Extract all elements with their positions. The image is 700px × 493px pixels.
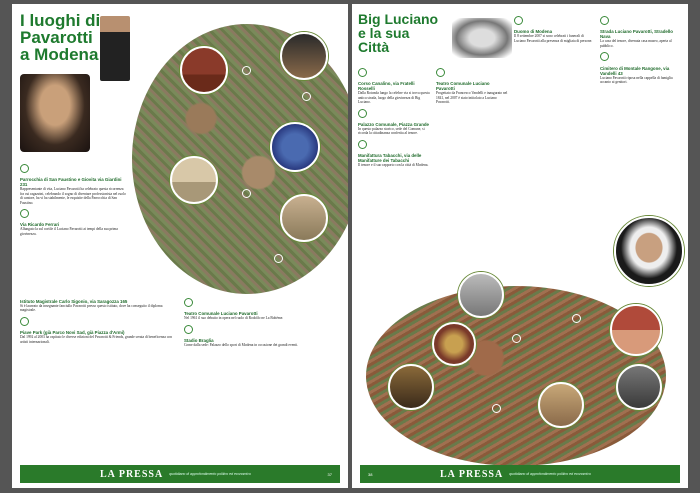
caption-body: Dal 1992 al 2003 ha ospitato le diverse edizioni del Pavarotti & Friends, grande serata di beneficenza con artisti internazionali. bbox=[20, 335, 172, 344]
right-caption-column-2 bbox=[436, 66, 508, 296]
map-marker-icon bbox=[512, 334, 521, 343]
map-marker-icon bbox=[242, 189, 251, 198]
right-footer-bar bbox=[360, 465, 680, 483]
caption-number-icon bbox=[20, 164, 29, 173]
caption-heading: Via Ricardo Ferrari bbox=[20, 222, 60, 228]
pavarotti-portrait-photo bbox=[20, 74, 90, 152]
pavarotti-friends-photo bbox=[280, 32, 328, 80]
caption-heading: Istituto Magistrale Carlo Sigonio, via Saragozza 165 bbox=[20, 299, 128, 304]
caption-body: Luciano Pavarotti riposa nella cappella di famiglia accanto ai genitori. bbox=[600, 75, 673, 85]
caption-heading: Parrocchia di San Faustino e Giovita via Giardini 231 bbox=[20, 177, 122, 188]
caption-number-icon bbox=[358, 68, 367, 77]
map-marker-icon bbox=[492, 404, 501, 413]
caption-number-icon bbox=[358, 109, 367, 118]
caption-body: In questo palazzo storico, sede del Comune, si ricorda la cittadinanza conferita al tenore. bbox=[358, 127, 425, 136]
map-marker-icon bbox=[572, 314, 581, 323]
theatre-photo bbox=[170, 156, 218, 204]
caption-body: Rappresentante di vita, Luciano Pavarotti ha celebrato questa ricorrenza fra cui ragazzini, celebrando il sogno di diventare professionista nel ruolo di cantore, ha vi ha stabilmente, le esquisite della Parrocchia di San Faustino. bbox=[20, 187, 126, 205]
footer-tagline: quotidiano di approfondimento politico ed economico bbox=[169, 472, 251, 476]
right-caption-column-3 bbox=[514, 14, 594, 294]
caption-heading: Manifattura Tabacchi, via delle Manifatture dei Tabacchi bbox=[358, 153, 422, 164]
cemetery-photo bbox=[616, 364, 662, 410]
pavarotti-standing-photo bbox=[100, 16, 130, 81]
caption-heading: Teatro Comunale Luciano Pavarotti bbox=[436, 81, 490, 92]
left-footer-bar bbox=[20, 465, 340, 483]
caption-body: La casa del tenore, divenuta casa museo, aperta al pubblico. bbox=[600, 39, 672, 48]
footer-brand: LA PRESSA bbox=[440, 468, 504, 480]
caption-number-icon bbox=[184, 298, 193, 307]
caption-number-icon bbox=[358, 140, 367, 149]
theatre-box-photo bbox=[432, 322, 476, 366]
caption-number-icon bbox=[600, 52, 609, 61]
caption-number-icon bbox=[436, 68, 445, 77]
caption-body: Il 8 settembre 2007 si sono celebrati i funerali di Luciano Pavarotti alla presenza di migliaia di persone. bbox=[514, 34, 593, 43]
palazzo-photo bbox=[538, 382, 584, 428]
caption-heading: Cimitero di Montale Rangone, via Vandelli 43 bbox=[600, 65, 670, 76]
caption-number-icon bbox=[20, 209, 29, 218]
caption-heading: Corso Canalino, via Fratelli Rosselli bbox=[358, 81, 415, 92]
right-page bbox=[352, 4, 688, 488]
caption-body: Nel 1961 il suo debutto in opera nel ruolo di Rodolfo ne La Bohème. bbox=[184, 316, 284, 321]
caption-number-icon bbox=[20, 317, 29, 326]
caption-body: Si è laureato da insegnante fanciullo Pavarotti presso questo istituto, dove ha conseguito il diploma magistrale. bbox=[20, 304, 163, 313]
caption-body: Dalla Rotonda lungo la celebre via si trova questa antica strada, luogo della giovinezza di Big Luciano. bbox=[358, 91, 430, 105]
footer-brand: LA PRESSA bbox=[100, 468, 164, 480]
church-photo bbox=[180, 46, 228, 94]
left-page bbox=[12, 4, 348, 488]
caption-heading: Strada Luciano Pavarotti, Stradello Nava bbox=[600, 29, 673, 40]
right-page-title: Big Luciano e la sua Città bbox=[358, 11, 439, 55]
pavarotti-hat-portrait bbox=[614, 216, 684, 286]
page-number: 37 bbox=[327, 472, 332, 477]
caption-heading: Piave Park (già Parco Novi Sad, già Piazza d'Armi) bbox=[20, 330, 125, 336]
footer-tagline: quotidiano di approfondimento politico ed economico bbox=[509, 472, 591, 476]
caption-body: Progettato da Francesco Vandelli e inaugurato nel 1841, nel 2007 è stato intitolato a Luciano Pavarotti. bbox=[436, 91, 508, 105]
right-caption-column-4 bbox=[600, 14, 680, 214]
caption-body: Come dalla sede: Palazzo dello sport di Modena in occasione dei grandi eventi. bbox=[184, 343, 299, 348]
left-caption-column-3 bbox=[184, 296, 340, 451]
map-marker-icon bbox=[274, 254, 283, 263]
caption-heading: Palazzo Comunale, Piazza Grande bbox=[358, 122, 430, 128]
left-caption-column-1 bbox=[20, 162, 128, 282]
pavarotti-sketch-portrait bbox=[452, 18, 512, 58]
concert-photo bbox=[388, 364, 434, 410]
left-page-title: I luoghi di Pavarotti a Modena bbox=[20, 11, 101, 64]
caption-heading: Duomo di Modena bbox=[514, 29, 553, 35]
house-photo bbox=[610, 304, 662, 356]
left-caption-column-2 bbox=[20, 296, 178, 451]
caption-number-icon bbox=[184, 325, 193, 334]
map-marker-icon bbox=[242, 66, 251, 75]
caption-number-icon bbox=[600, 16, 609, 25]
caption-body: Allungato la sul cortile il Luciano Pavarotti ai tempi della sua prima giovinezza. bbox=[20, 227, 118, 236]
right-caption-column-1 bbox=[358, 66, 430, 296]
caption-body: Il tenore e il suo rapporto con la città di Modena. bbox=[358, 163, 429, 168]
page-number: 38 bbox=[368, 472, 373, 477]
caption-number-icon bbox=[514, 16, 523, 25]
school-photo bbox=[280, 194, 328, 242]
caption-heading: Teatro Comunale Luciano Pavarotti bbox=[184, 311, 258, 317]
caption-heading: Stadio Braglia bbox=[184, 338, 214, 344]
duomo-photo bbox=[458, 272, 504, 318]
map-marker-icon bbox=[302, 92, 311, 101]
stadium-photo bbox=[270, 122, 320, 172]
